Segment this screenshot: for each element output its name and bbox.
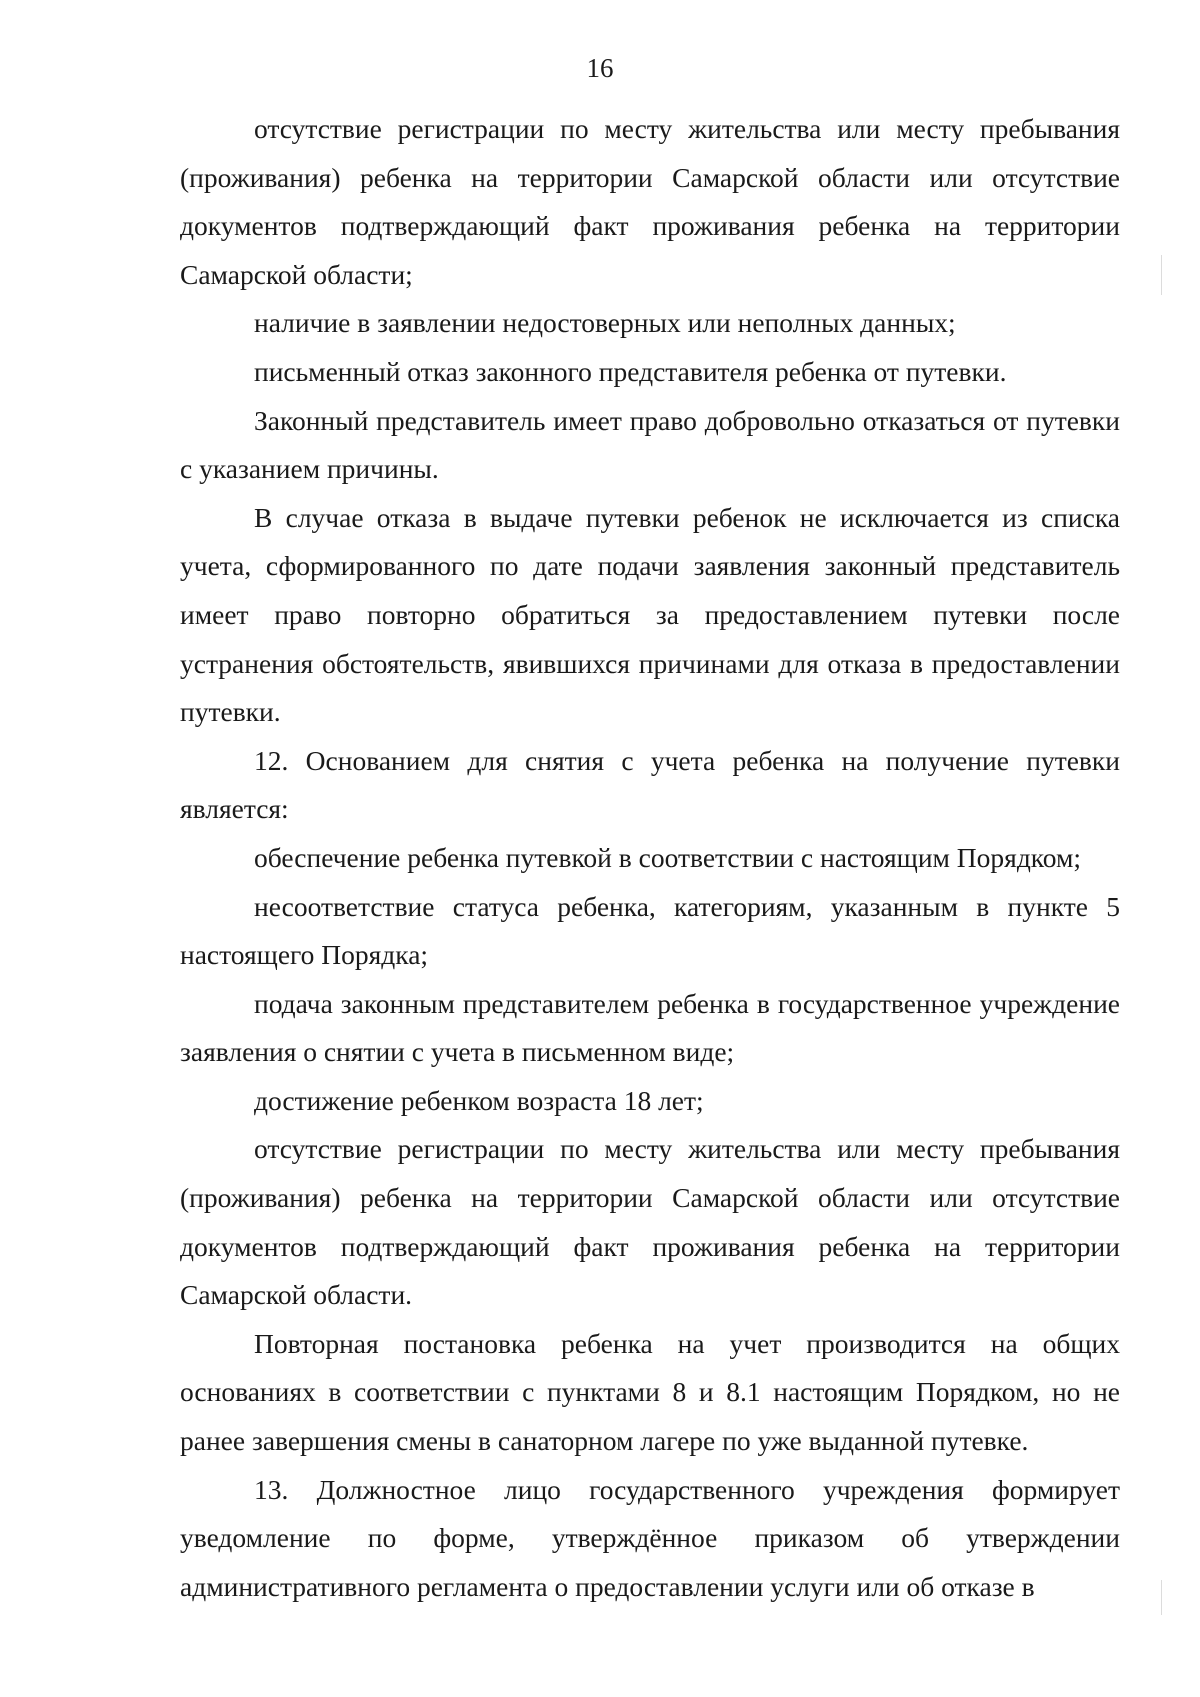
paragraph-registration-absence-2: отсутствие регистрации по месту жительства или месту пребывания (проживания) ребенка на территории Самарской области или отсутствие документов подтверждающий факт проживания ребенка на территории Самарской области.: [180, 1133, 1120, 1311]
paragraph-item-12: 12. Основанием для снятия с учета ребенка на получение путевки является:: [180, 744, 1120, 825]
paragraph-registration-absence: отсутствие регистрации по месту жительства или месту пребывания (проживания) ребенка на территории Самарской области или отсутствие документов подтверждающий факт проживания ребенка на территории Самарской области;: [180, 113, 1120, 290]
paragraph-status-mismatch: несоответствие статуса ребенка, категориям, указанным в пункте 5 настоящего Порядка;: [180, 890, 1120, 971]
paragraph-provision: обеспечение ребенка путевкой в соответствии с настоящим Порядком;: [254, 841, 1082, 873]
document-body: [180, 105, 1120, 1611]
paragraph-voluntary-refusal: Законный представитель имеет право добровольно отказаться от путевки с указанием причины.: [180, 404, 1120, 485]
page-number: 16: [586, 53, 614, 83]
paragraph-application-removal: подача законным представителем ребенка в государственное учреждение заявления о снятии с учета в письменном виде;: [180, 987, 1120, 1068]
scan-edge-mark: [1161, 1580, 1162, 1615]
paragraph-item-13: 13. Должностное лицо государственного учреждения формирует уведомление по форме, утверждённое приказом об утверждении административного регламента о предоставлении услуги или об отказе в: [180, 1473, 1120, 1602]
scan-edge-mark: [1161, 255, 1162, 295]
paragraph-age-limit: достижение ребенком возраста 18 лет;: [254, 1084, 704, 1116]
paragraph-refusal-case: В случае отказа в выдаче путевки ребенок не исключается из списка учета, сформированного по дате подачи заявления законный представитель имеет право повторно обратиться за предоставлением путевки после устранения обстоятельств, явившихся причинами для отказа в предоставлении путевки.: [180, 501, 1120, 728]
paragraph-written-refusal: письменный отказ законного представителя ребенка от путевки.: [254, 355, 1007, 387]
paragraph-repeat-registration: Повторная постановка ребенка на учет производится на общих основаниях в соответствии с пунктами 8 и 8.1 настоящим Порядком, но не ранее завершения смены в санаторном лагере по уже выданной путевке.: [180, 1327, 1120, 1457]
paragraph-incomplete-data: наличие в заявлении недостоверных или неполных данных;: [254, 307, 956, 339]
